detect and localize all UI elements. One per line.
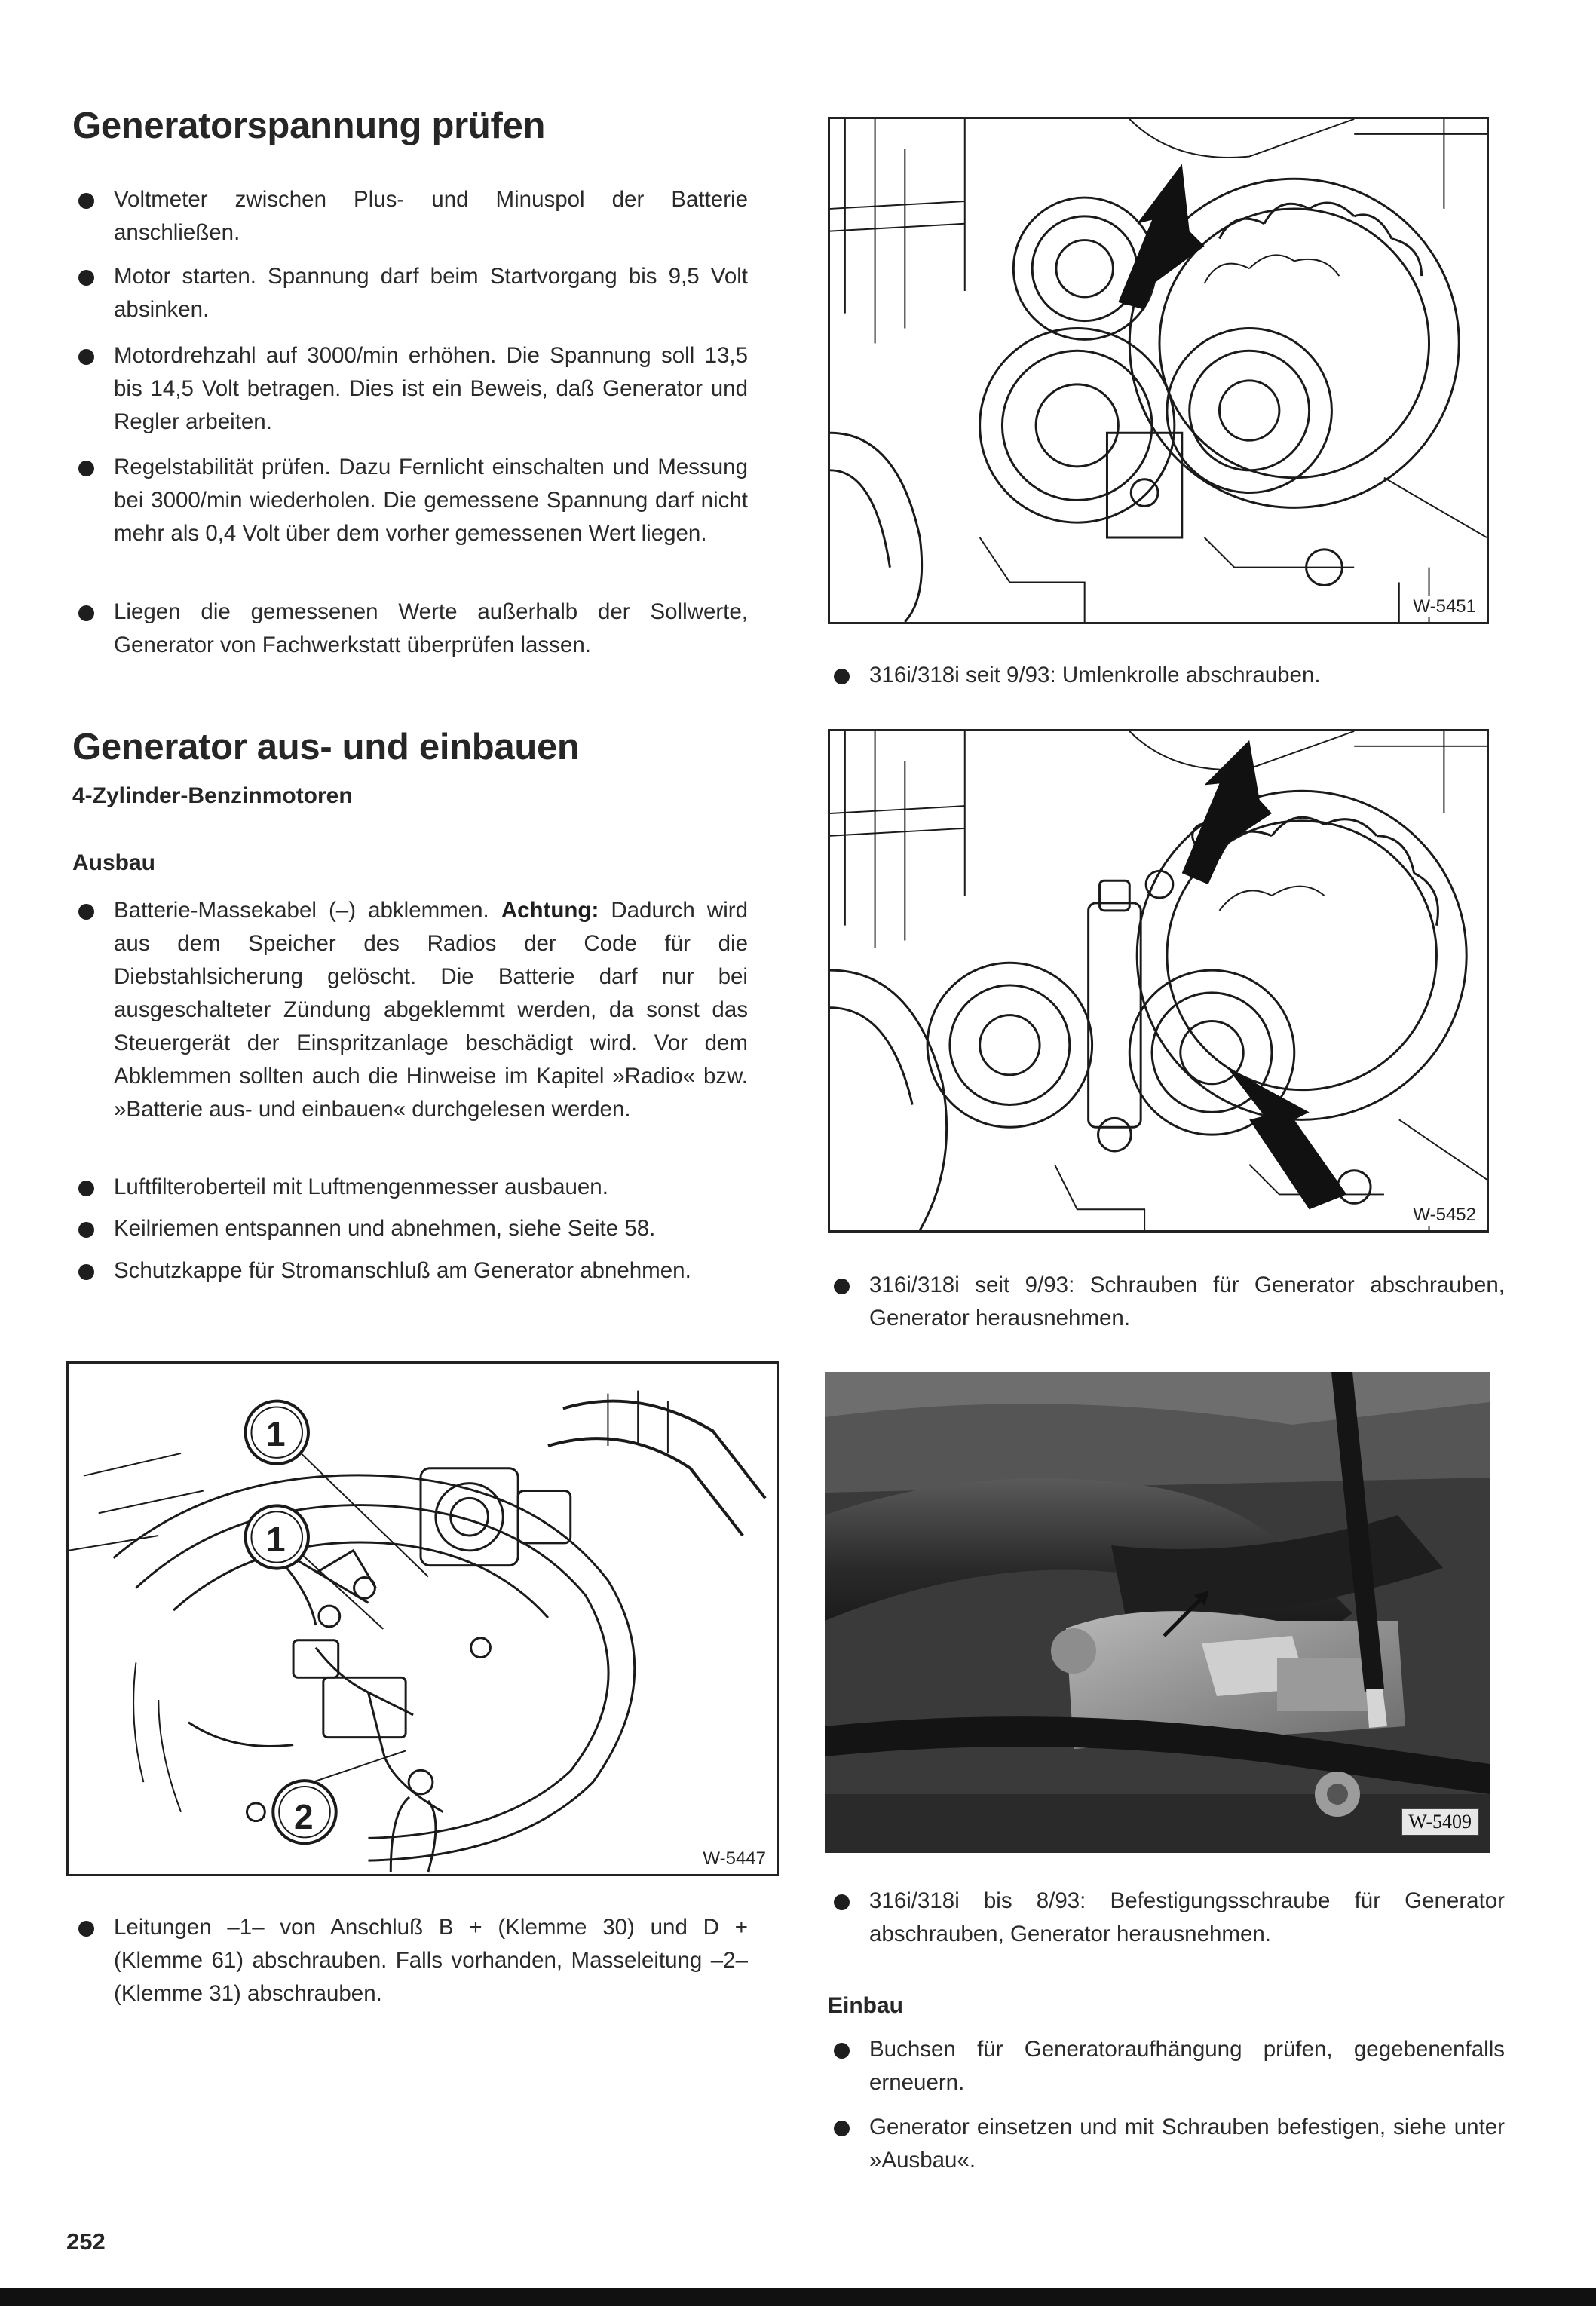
list-item (828, 1885, 1505, 1951)
figure-label: W-5451 (1410, 596, 1479, 617)
list-item (828, 2111, 1505, 2177)
list-item-text: Motor starten. Spannung darf beim Startvorgang bis 9,5 Volt absinken. (114, 264, 748, 322)
figure-generator-bolts (828, 729, 1489, 1233)
list-item-text: Schutzkappe für Stromanschluß am Generator abnehmen. (114, 1258, 691, 1283)
list-item-text: Voltmeter zwischen Plus- und Minuspol der Batterie anschließen. (114, 187, 748, 245)
list-item (828, 659, 1505, 692)
generator-connections-drawing (69, 1364, 777, 1874)
page-number: 252 (66, 2228, 106, 2255)
list-item (72, 183, 748, 250)
photo-label: W-5409 (1401, 1808, 1479, 1836)
bottom-edge-bar (0, 2288, 1596, 2306)
bullet-icon (78, 605, 94, 621)
bullet-icon (78, 349, 94, 365)
figure-label: W-5447 (700, 1848, 769, 1870)
photo-generator-mounting-bolt (825, 1372, 1490, 1853)
bullet-icon (78, 1222, 94, 1238)
bullet-icon (834, 1894, 850, 1910)
bullet-icon (78, 904, 94, 920)
generator-bolts-drawing (830, 731, 1487, 1230)
list-item (72, 1911, 748, 2010)
list-item (72, 451, 748, 550)
bullet-icon (78, 1921, 94, 1937)
bullet-icon (834, 2043, 850, 2059)
list-item-text: Liegen die gemessenen Werte außerhalb der Sollwerte, Generator von Fachwerkstatt überprüfen lassen. (114, 599, 748, 657)
bullet-icon (78, 461, 94, 476)
list-item (72, 1254, 748, 1288)
figure-label: W-5452 (1410, 1205, 1479, 1226)
list-item-text: Luftfilteroberteil mit Luftmengenmesser ausbauen. (114, 1174, 608, 1199)
list-item (828, 2033, 1505, 2099)
bullet-icon (834, 669, 850, 684)
list-item-text: Regelstabilität prüfen. Dazu Fernlicht einschalten und Messung bei 3000/min wiederholen. Die gemessene Spannung darf nicht mehr als 0,4 Volt über dem vorher gemessenen Wert liegen. (114, 455, 748, 546)
list-item-text: Generator einsetzen und mit Schrauben befestigen, siehe unter »Ausbau«. (869, 2115, 1505, 2173)
figure-caption: 316i/318i seit 9/93: Schrauben für Generator abschrauben, Generator herausnehmen. (869, 1272, 1505, 1331)
list-item (72, 1212, 748, 1245)
list-item (72, 1171, 748, 1204)
bullet-icon (834, 1279, 850, 1294)
figure-caption: 316i/318i bis 8/93: Befestigungsschraube für Generator abschrauben, Generator herausnehmen. (869, 1888, 1505, 1946)
subsection-title: 4-Zylinder-Benzinmotoren (72, 783, 353, 808)
list-item-text: Batterie-Massekabel (–) abklemmen. Achtung: Dadurch wird aus dem Speicher des Radios der Code für die Diebstahlsicherung gelöscht. Die Batterie darf nur bei ausgeschalteter Zündung abgeklemmt werden, da sonst das Steuergerät der Einspritzanlage beschädigt wird. Vor dem Abklemmen sollten auch die Hinweise im Kapitel »Radio« bzw. »Batterie aus- und einbauen« durchgelesen werden. (114, 898, 748, 1122)
list-item (828, 1269, 1505, 1335)
section-title-generatorspannung: Generatorspannung prüfen (72, 106, 546, 146)
figure-caption: Leitungen –1– von Anschluß B + (Klemme 30) und D + (Klemme 61) abschrauben. Falls vorhanden, Masseleitung –2– (Klemme 31) abschrauben. (114, 1915, 748, 2006)
figure-idler-pulley (828, 117, 1489, 624)
bullet-icon (834, 2121, 850, 2136)
list-item (72, 260, 748, 326)
figure-generator-connections (66, 1361, 779, 1876)
callout-2: 2 (294, 1797, 314, 1836)
figure-caption: 316i/318i seit 9/93: Umlenkrolle abschrauben. (869, 663, 1321, 688)
callout-1-upper: 1 (266, 1414, 286, 1453)
ausbau-heading: Ausbau (72, 850, 156, 875)
list-item (72, 339, 748, 439)
callout-1-lower: 1 (266, 1520, 286, 1559)
idler-pulley-drawing (830, 119, 1487, 622)
bullet-icon (78, 193, 94, 209)
list-item (72, 894, 748, 1126)
list-item-text: Keilriemen entspannen und abnehmen, siehe Seite 58. (114, 1216, 656, 1241)
list-item-text: Buchsen für Generatoraufhängung prüfen, gegebenenfalls erneuern. (869, 2037, 1505, 2095)
section-title-generator-ausbau: Generator aus- und einbauen (72, 727, 580, 767)
bullet-icon (78, 270, 94, 286)
list-item-text: Motordrehzahl auf 3000/min erhöhen. Die Spannung soll 13,5 bis 14,5 Volt betragen. Dies ist ein Beweis, daß Generator und Regler arbeiten. (114, 343, 748, 434)
einbau-heading: Einbau (828, 1993, 904, 2018)
bullet-icon (78, 1264, 94, 1280)
list-item (72, 596, 748, 662)
engine-bay-photo (825, 1372, 1490, 1853)
bullet-icon (78, 1181, 94, 1196)
